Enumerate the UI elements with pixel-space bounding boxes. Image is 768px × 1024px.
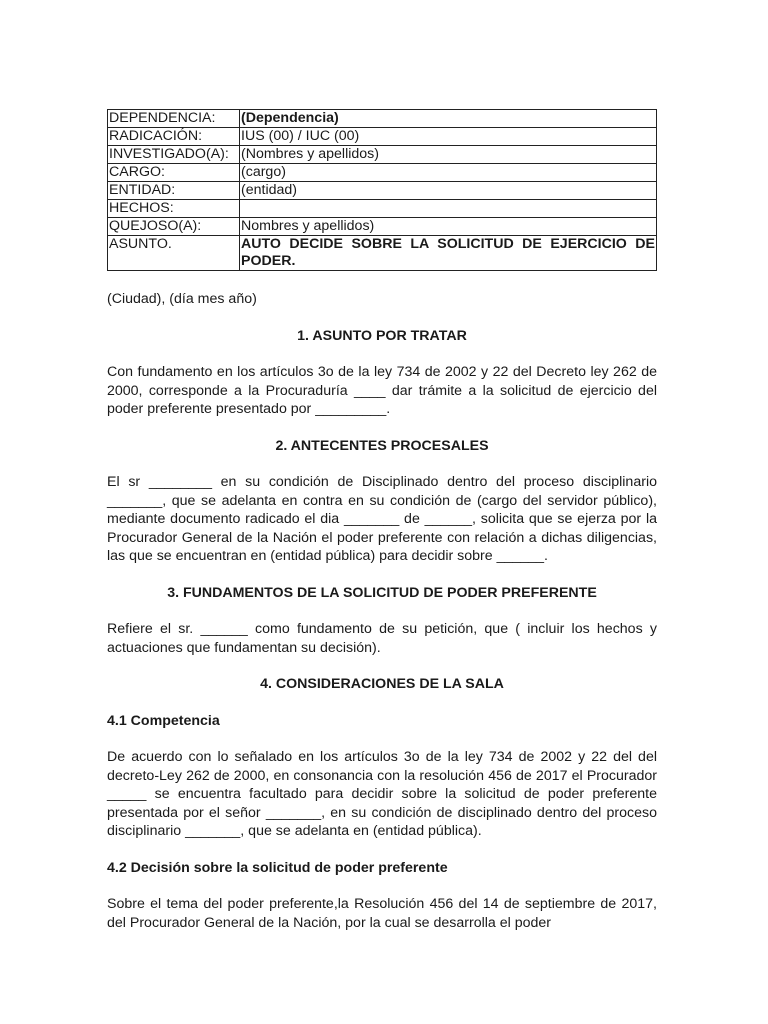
- header-value: IUS (00) / IUC (00): [240, 128, 657, 146]
- section-3-title: 3. FUNDAMENTOS DE LA SOLICITUD DE PODER PREFERENTE: [167, 584, 597, 601]
- header-label: ASUNTO.: [108, 236, 240, 271]
- section-2-text: El sr ________ en su condición de Disciplinado dentro del proceso disciplinario _______, que se adelanta en contra en su condición de (cargo del servidor público), mediante documento radicado el dia _______ de ______, solicita que se ejerza por la Procurador General de la Nación el poder preferente con relación a dichas diligencias, las que se encuentran en (entidad pública) para decidir sobre ______.: [107, 474, 657, 564]
- header-value: Nombres y apellidos): [240, 218, 657, 236]
- header-row: [108, 182, 657, 200]
- section-4-2-title: 4.2 Decisión sobre la solicitud de poder preferente: [107, 859, 448, 876]
- section-2-title: 2. ANTECENTES PROCESALES: [275, 437, 489, 454]
- header-value: (Nombres y apellidos): [240, 146, 657, 164]
- header-label: QUEJOSO(A):: [108, 218, 240, 236]
- section-4-2-text: Sobre el tema del poder preferente,la Resolución 456 del 14 de septiembre de 2017, del Procurador General de la Nación, por la cual se desarrolla el poder: [107, 896, 657, 931]
- section-4-title: 4. CONSIDERACIONES DE LA SALA: [260, 676, 504, 692]
- header-row: [108, 128, 657, 146]
- section-4-1-title: 4.1 Competencia: [107, 712, 220, 729]
- header-row: [108, 218, 657, 236]
- header-value: [240, 200, 657, 218]
- header-label: HECHOS:: [108, 200, 240, 218]
- header-row: [108, 146, 657, 164]
- header-row: [108, 164, 657, 182]
- header-label: INVESTIGADO(A):: [108, 146, 240, 164]
- header-label: DEPENDENCIA:: [108, 110, 240, 128]
- header-row: [108, 236, 657, 271]
- header-value: (Dependencia): [240, 110, 657, 128]
- section-1-title: 1. ASUNTO POR TRATAR: [297, 327, 467, 344]
- header-row: [108, 110, 657, 128]
- header-value: AUTO DECIDE SOBRE LA SOLICITUD DE EJERCICIO DE PODER.: [241, 236, 655, 269]
- header-value: (cargo): [240, 164, 657, 182]
- header-label: ENTIDAD:: [108, 182, 240, 200]
- header-row: [108, 200, 657, 218]
- header-value: (entidad): [240, 182, 657, 200]
- header-label: CARGO:: [108, 164, 240, 182]
- header-label: RADICACIÓN:: [108, 128, 240, 146]
- date-line: (Ciudad), (día mes año): [107, 291, 257, 307]
- section-1-text: Con fundamento en los artículos 3o de la ley 734 de 2002 y 22 del Decreto ley 262 de 2000, corresponde a la Procuraduría ____ dar trámite a la solicitud de ejercicio del poder preferente presentado por _________.: [107, 364, 657, 417]
- section-3-text: Refiere el sr. ______ como fundamento de su petición, que ( incluir los hechos y actuaciones que fundamentan su decisión).: [107, 621, 657, 656]
- section-4-1-text: De acuerdo con lo señalado en los artículos 3o de la ley 734 de 2002 y 22 del del decreto-Ley 262 de 2000, en consonancia con la resolución 456 de 2017 el Procurador _____ se encuentra facultado para decidir sobre la solicitud de poder preferente presentada por el señor _______, en su condición de disciplinado dentro del proceso disciplinario _______, que se adelanta en (entidad pública).: [107, 749, 657, 839]
- case-header-table: [107, 109, 657, 271]
